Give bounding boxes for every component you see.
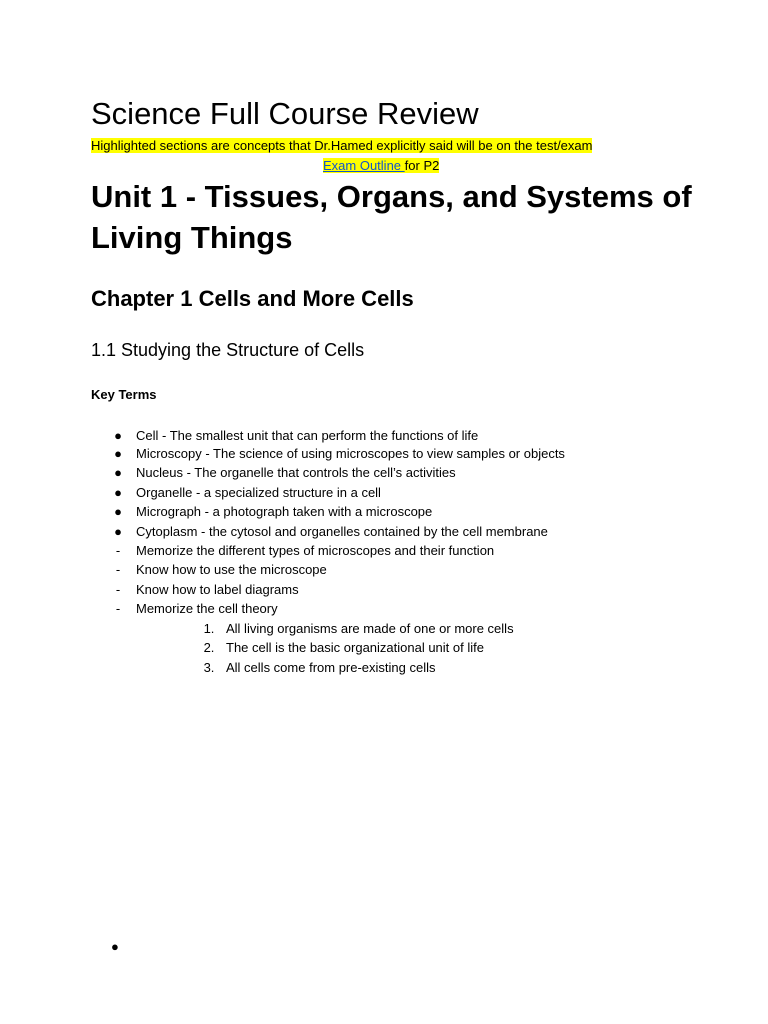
highlight-note: Highlighted sections are concepts that Dr.Hamed explicitly said will be on the test/exam [91, 138, 593, 153]
key-term-text: Microscopy - The science of using microscopes to view samples or objects [136, 446, 565, 461]
bullet-marker: ● [114, 446, 122, 461]
section-heading: 1.1 Studying the Structure of Cells [91, 340, 365, 360]
exam-outline-suffix: for P2 [404, 158, 440, 173]
exam-outline-highlight [323, 158, 439, 173]
unit-heading: Unit 1 - Tissues, Organs, and Systems of Living Things [91, 179, 692, 255]
chapter-heading: Chapter 1 Cells and More Cells [91, 286, 414, 311]
document-title: Science Full Course Review [91, 96, 479, 131]
cell-theory-text: All cells come from pre-existing cells [226, 660, 436, 675]
key-term-text: Cell - The smallest unit that can perform the functions of life [136, 428, 479, 443]
cell-theory-text: The cell is the basic organizational unit of life [226, 640, 484, 655]
task-text: Memorize the cell theory [136, 601, 278, 616]
number-marker: 3. [203, 660, 215, 675]
key-term-text: Organelle - a specialized structure in a cell [136, 485, 381, 500]
number-marker: 2. [203, 640, 215, 655]
task-text: Know how to label diagrams [136, 582, 299, 597]
highlight-note-line [91, 137, 592, 154]
key-term-text: Nucleus - The organelle that controls the cell’s activities [136, 465, 456, 480]
key-term-text: Micrograph - a photograph taken with a microscope [136, 504, 433, 519]
dash-marker: - [115, 601, 121, 616]
dash-marker: - [115, 543, 121, 558]
bullet-marker: ● [114, 524, 122, 539]
key-term-text: Cytoplasm - the cytosol and organelles contained by the cell membrane [136, 524, 548, 539]
bullet-marker: ● [114, 428, 122, 443]
exam-outline-link[interactable]: Exam Outline [323, 158, 405, 173]
task-text: Know how to use the microscope [136, 562, 327, 577]
task-text: Memorize the different types of microscopes and their function [136, 543, 495, 558]
bullet-marker: ● [114, 485, 122, 500]
empty-bullet-marker: ● [111, 939, 119, 954]
dash-marker: - [115, 582, 121, 597]
number-marker: 1. [203, 621, 215, 636]
exam-outline-line [323, 157, 439, 174]
bullet-marker: ● [114, 504, 122, 519]
cell-theory-text: All living organisms are made of one or more cells [226, 621, 514, 636]
key-terms-label: Key Terms [91, 387, 157, 402]
bullet-marker: ● [114, 465, 122, 480]
dash-marker: - [115, 562, 121, 577]
